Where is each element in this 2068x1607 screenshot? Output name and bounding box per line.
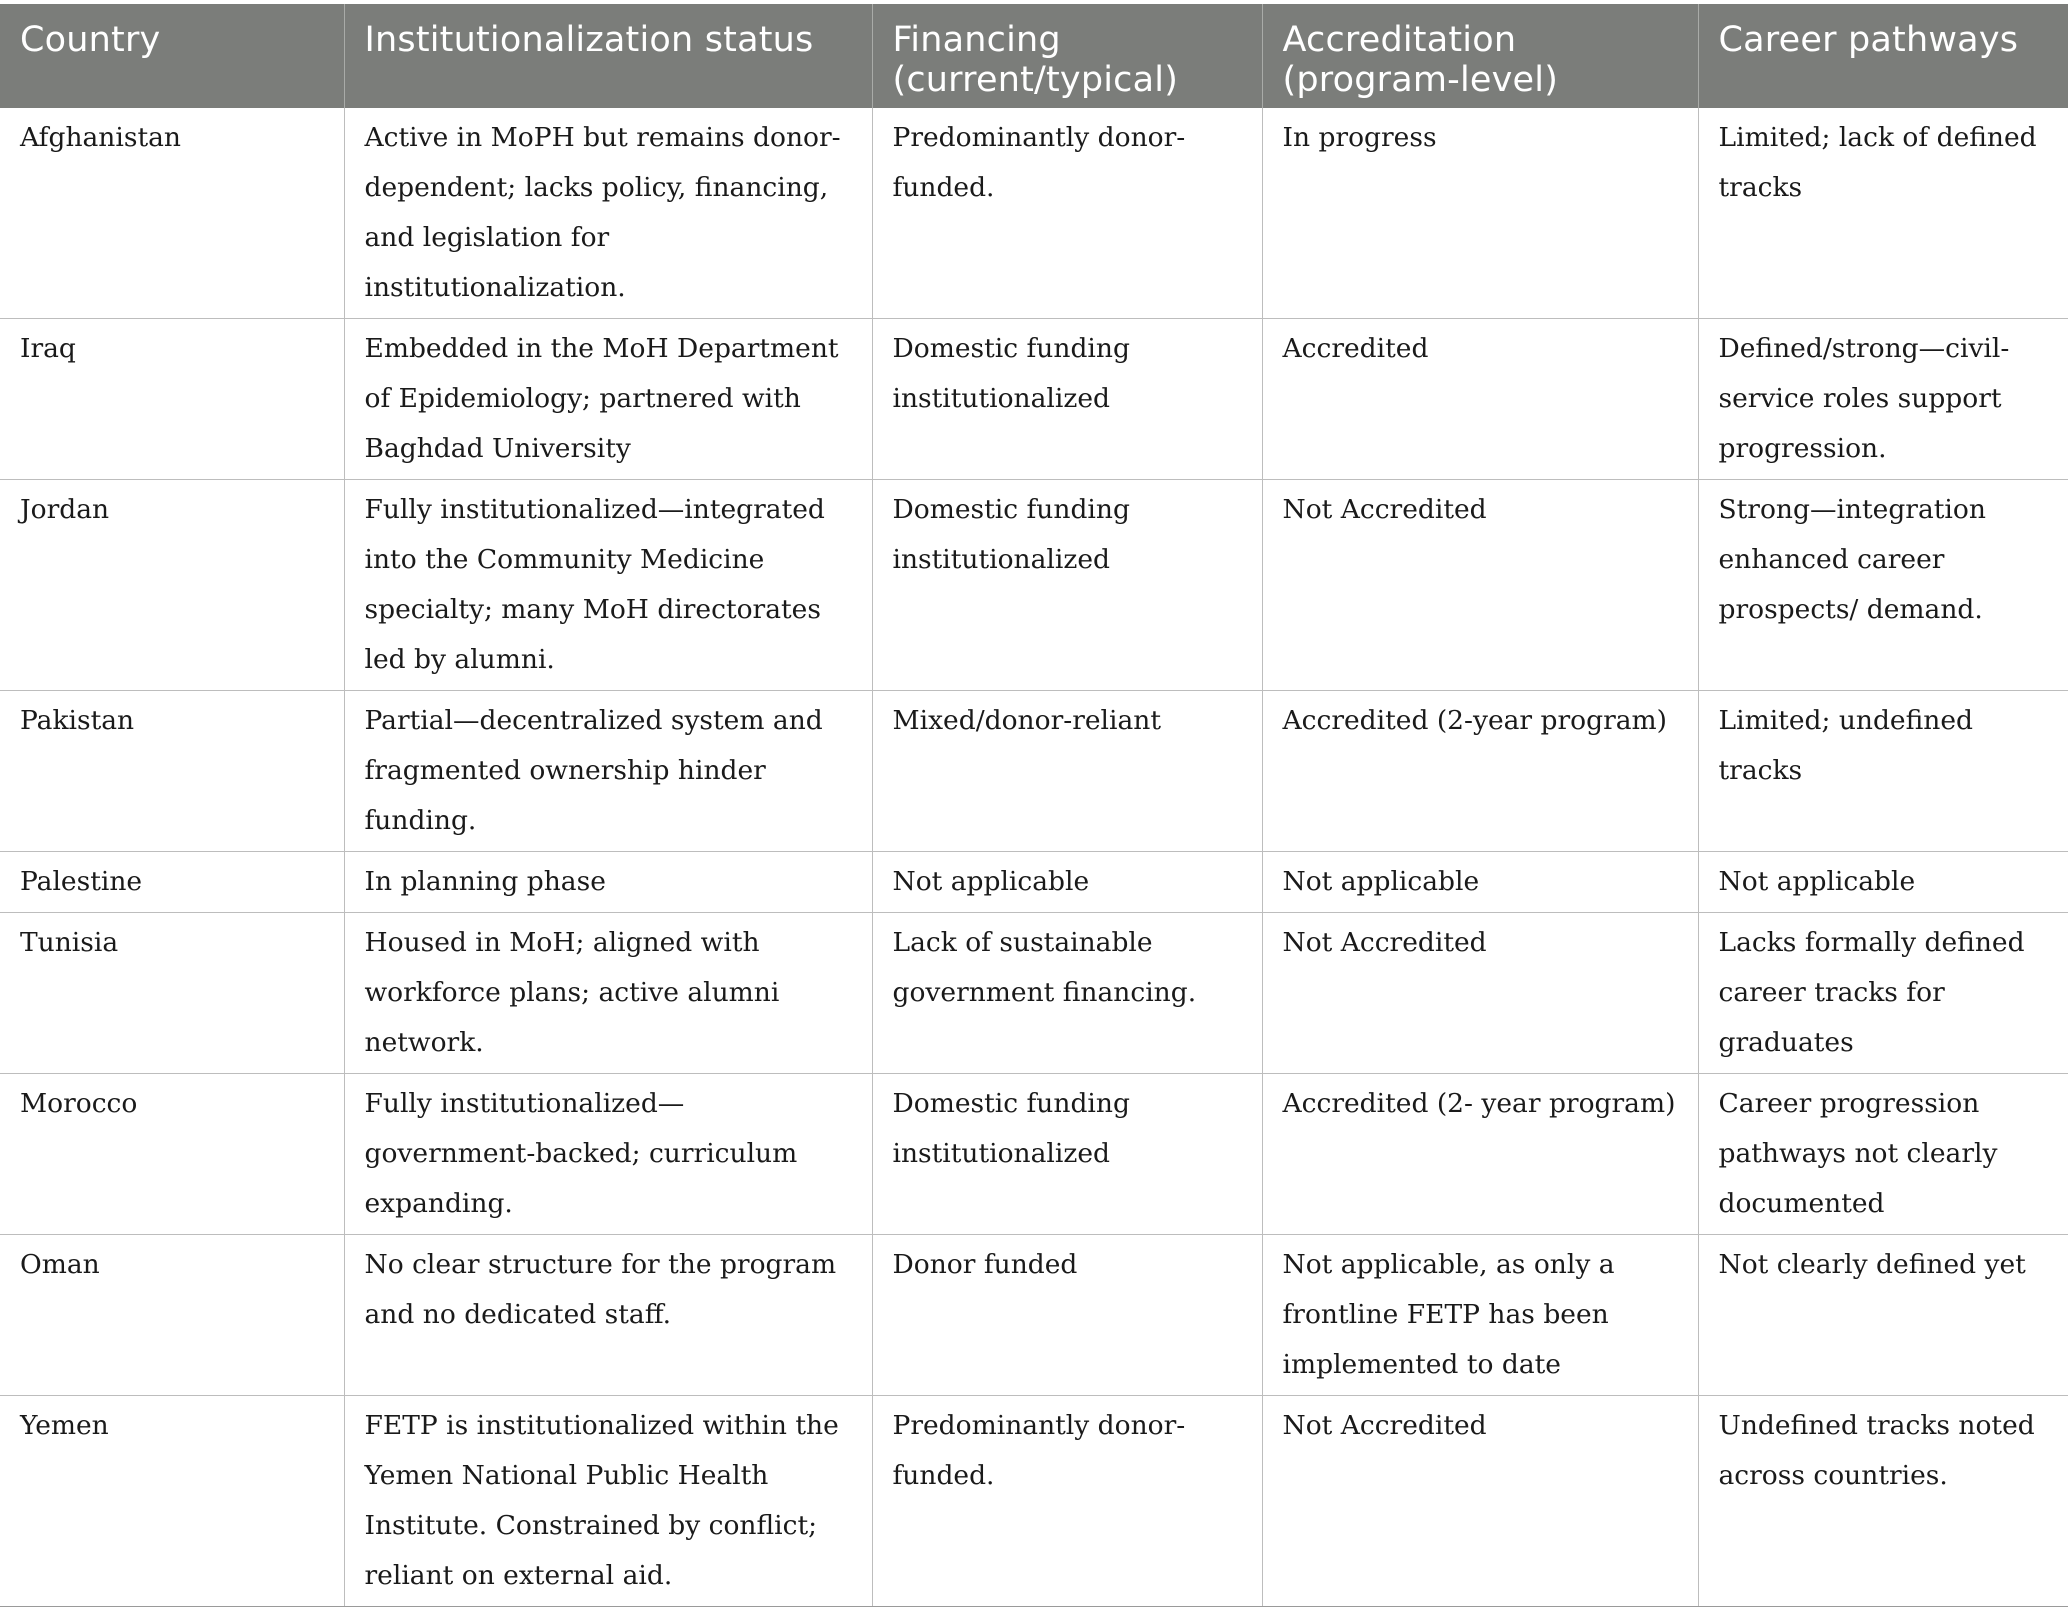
cell-accreditation: Not Accredited: [1262, 913, 1698, 1074]
table-row: [0, 913, 2068, 1074]
cell-accreditation: Accredited (2-year program): [1262, 691, 1698, 852]
cell-accreditation: Not Accredited: [1262, 1396, 1698, 1607]
cell-status: Active in MoPH but remains donor-dependent; lacks policy, financing, and legislation for institutionalization.: [344, 108, 872, 319]
table-row: [0, 852, 2068, 913]
cell-financing: Domestic funding institutionalized: [872, 1074, 1262, 1235]
cell-country: Oman: [0, 1235, 344, 1396]
header-country: Country: [0, 4, 344, 108]
cell-country: Morocco: [0, 1074, 344, 1235]
table-row: [0, 108, 2068, 319]
table-row: [0, 1074, 2068, 1235]
table-body: [0, 108, 2068, 1607]
cell-country: Afghanistan: [0, 108, 344, 319]
cell-status: No clear structure for the program and no dedicated staff.: [344, 1235, 872, 1396]
cell-career: Lacks formally defined career tracks for graduates: [1698, 913, 2068, 1074]
cell-career: Defined/strong—civil-service roles support progression.: [1698, 319, 2068, 480]
cell-country: Tunisia: [0, 913, 344, 1074]
cell-country: Iraq: [0, 319, 344, 480]
table-row: [0, 691, 2068, 852]
cell-accreditation: Not Accredited: [1262, 480, 1698, 691]
cell-career: Not applicable: [1698, 852, 2068, 913]
cell-career: Not clearly defined yet: [1698, 1235, 2068, 1396]
cell-status: Fully institutionalized—integrated into the Community Medicine specialty; many MoH directorates led by alumni.: [344, 480, 872, 691]
table-row: [0, 480, 2068, 691]
cell-financing: Domestic funding institutionalized: [872, 480, 1262, 691]
cell-country: Palestine: [0, 852, 344, 913]
cell-accreditation: Not applicable, as only a frontline FETP has been implemented to date: [1262, 1235, 1698, 1396]
cell-financing: Predominantly donor-funded.: [872, 1396, 1262, 1607]
cell-accreditation: In progress: [1262, 108, 1698, 319]
cell-financing: Lack of sustainable government financing.: [872, 913, 1262, 1074]
cell-career: Strong—integration enhanced career prospects/ demand.: [1698, 480, 2068, 691]
header-accreditation: Accreditation (program-level): [1262, 4, 1698, 108]
cell-career: Limited; lack of defined tracks: [1698, 108, 2068, 319]
table-row: [0, 319, 2068, 480]
table-header: [0, 4, 2068, 108]
cell-financing: Domestic funding institutionalized: [872, 319, 1262, 480]
cell-accreditation: Accredited (2- year program): [1262, 1074, 1698, 1235]
cell-accreditation: Not applicable: [1262, 852, 1698, 913]
cell-country: Pakistan: [0, 691, 344, 852]
cell-career: Career progression pathways not clearly documented: [1698, 1074, 2068, 1235]
cell-status: In planning phase: [344, 852, 872, 913]
comparison-table-container: [0, 4, 2068, 1607]
header-career-pathways: Career pathways: [1698, 4, 2068, 108]
cell-country: Jordan: [0, 480, 344, 691]
fetp-comparison-table: [0, 4, 2068, 1607]
cell-accreditation: Accredited: [1262, 319, 1698, 480]
cell-status: Partial—decentralized system and fragmented ownership hinder funding.: [344, 691, 872, 852]
cell-financing: Donor funded: [872, 1235, 1262, 1396]
cell-career: Undefined tracks noted across countries.: [1698, 1396, 2068, 1607]
cell-status: FETP is institutionalized within the Yemen National Public Health Institute. Constrained by conflict; reliant on external aid.: [344, 1396, 872, 1607]
cell-status: Housed in MoH; aligned with workforce plans; active alumni network.: [344, 913, 872, 1074]
header-institutionalization-status: Institutionalization status: [344, 4, 872, 108]
cell-status: Fully institutionalized—government-backed; curriculum expanding.: [344, 1074, 872, 1235]
cell-financing: Mixed/donor-reliant: [872, 691, 1262, 852]
cell-financing: Predominantly donor-funded.: [872, 108, 1262, 319]
header-row: [0, 4, 2068, 108]
cell-status: Embedded in the MoH Department of Epidemiology; partnered with Baghdad University: [344, 319, 872, 480]
cell-financing: Not applicable: [872, 852, 1262, 913]
header-financing: Financing (current/typical): [872, 4, 1262, 108]
cell-country: Yemen: [0, 1396, 344, 1607]
table-row: [0, 1235, 2068, 1396]
cell-career: Limited; undefined tracks: [1698, 691, 2068, 852]
table-row: [0, 1396, 2068, 1607]
